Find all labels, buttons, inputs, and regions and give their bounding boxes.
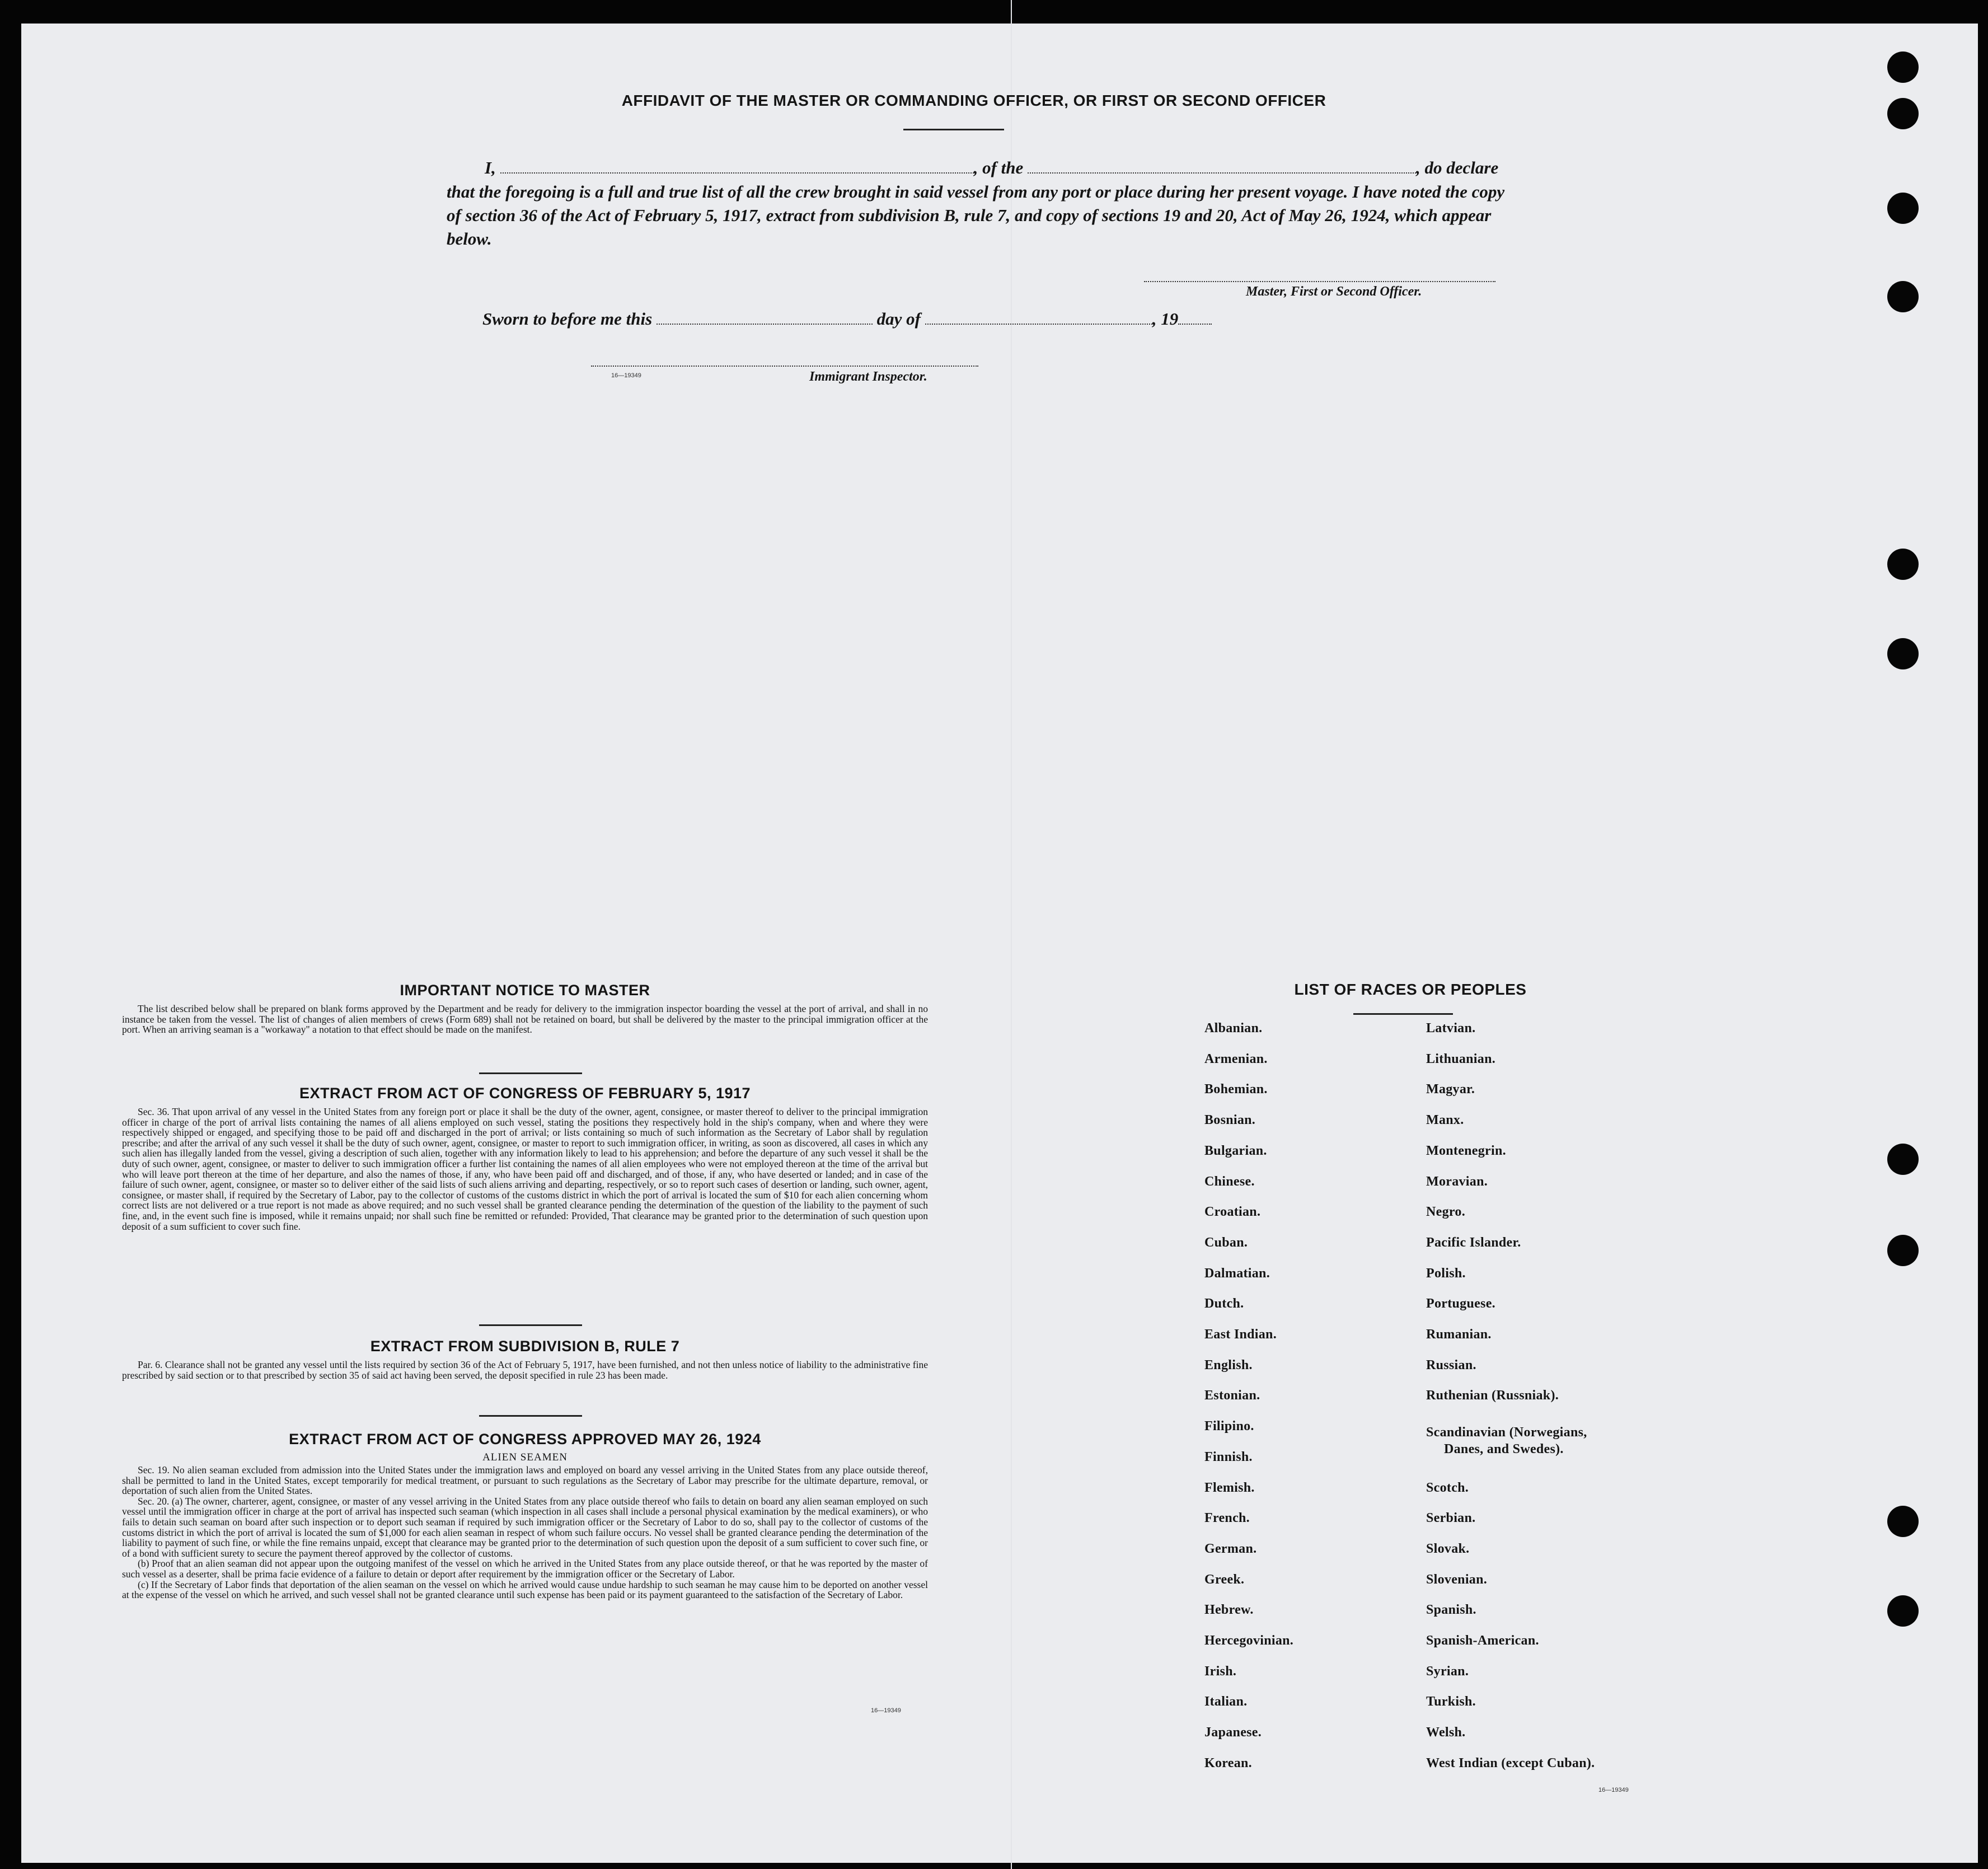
punch-hole (1887, 1144, 1919, 1175)
form-number: 16—19349 (1598, 1787, 1629, 1793)
race-item: Turkish. (1426, 1694, 1476, 1709)
sec20c-body: (c) If the Secretary of Labor finds that deportation of the alien seaman on the vessel on which he arrived would cause undue hardship to such seaman he may cause him to be deported on another vessel at the expense of the vessel on which he arrived, and such vessel shall not be granted clearance until such expense has been paid or its payment guaranteed to the satisfaction of the Secretary of Labor. (122, 1578, 928, 1601)
race-item: Albanian. (1204, 1021, 1263, 1036)
race-item: East Indian. (1204, 1327, 1277, 1342)
race-item: Pacific Islander. (1426, 1235, 1521, 1250)
month-blank[interactable] (925, 311, 1152, 325)
race-item: Chinese. (1204, 1174, 1255, 1189)
race-item: Filipino. (1204, 1419, 1254, 1434)
race-item: Italian. (1204, 1694, 1248, 1709)
sworn-line (482, 309, 1212, 329)
day-of-text: day of (876, 309, 921, 329)
race-item: Bosnian. (1204, 1113, 1256, 1127)
affidavit-paragraph: that the foregoing is a full and true list of all the crew brought in said vessel from any port or place during her present voyage. I have noted the copy of section 36 of the Act of February 5, 1917, extract from subdivision B, rule 7, and copy of sections 19 and 20, Act of May 26, 1924, which appear below. (447, 182, 1505, 249)
name-blank[interactable] (500, 160, 974, 174)
race-item: Ruthenian (Russniak). (1426, 1388, 1559, 1403)
races-title: LIST OF RACES OR PEOPLES (1294, 981, 1527, 998)
race-item: Montenegrin. (1426, 1144, 1506, 1158)
subdivision-b-section (122, 1338, 928, 1380)
race-item: Hercegovinian. (1204, 1633, 1294, 1648)
extract-1917-body: Sec. 36. That upon arrival of any vessel in the United States from any foreign port or place it shall be the duty of the owner, agent, consignee, or master thereof to deliver to the principal immigration officer in charge of the port of arrival lists containing the names of all aliens employed on such vessel, stating the positions they respectively hold in the ship's company, when and where they were respectively shipped or engaged, and specifying those to be paid off and discharged in the port of arrival; or lists containing so much of such information as the Secretary of Labor shall by regulation prescribe; and after the arrival of any such vessel it shall be the duty of such owner, agent, consignee, or master to report to such immigration officer, in writing, as soon as discovered, all cases in which any such alien has illegally landed from the vessel, giving a description of such alien, together with any information likely to lead to his apprehension; and before the departure of any such vessel it shall be the duty of such owner, agent, consignee, or master to deliver to such immigration officer a further list containing the names of all alien employees who were not employed thereon at the time of the arrival but who will leave port thereon at the time of her departure, and also the names of those, if any, who have been paid off and discharged, and of those, if any, who have deserted or landed; and in case of the failure of such owner, agent, consignee, or master so to deliver either of the said lists of such aliens arriving and departing, respectively, or so to report such cases of desertion or landing, such owner, agent, consignee, or master shall, if required by the Secretary of Labor, pay to the collector of customs of the customs district in which the port of arrival is located the sum of $10 for each alien concerning whom correct lists are not delivered or a true report is not made as above required; and no such vessel shall be granted clearance pending the determination of the question of the liability to the payment of such fine, and, in the event such fine is imposed, while it remains unpaid; nor shall such fine be remitted or refunded: Provided, That clearance may be granted prior to the determination of such question upon deposit of a sum sufficient to cover such fine. (122, 1106, 928, 1232)
race-item: Slovenian. (1426, 1572, 1488, 1587)
race-item: Spanish-American. (1426, 1633, 1539, 1648)
race-item: Serbian. (1426, 1511, 1476, 1525)
race-item: West Indian (except Cuban). (1426, 1756, 1595, 1770)
race-item: Cuban. (1204, 1235, 1248, 1250)
punch-hole (1887, 1595, 1919, 1627)
extract-1917-title: EXTRACT FROM ACT OF CONGRESS OF FEBRUARY 5, 1917 (299, 1085, 751, 1102)
affidavit-i: I, (485, 158, 496, 177)
sworn-text: Sworn to before me this (482, 309, 653, 329)
punch-hole (1887, 1235, 1919, 1266)
punch-hole (1887, 193, 1919, 224)
affidavit-of-the: , of the (973, 158, 1024, 177)
race-item: Welsh. (1426, 1725, 1466, 1740)
signature-label: Master, First or Second Officer. (1246, 284, 1422, 299)
sec20b-body: (b) Proof that an alien seaman did not appear upon the outgoing manifest of the vessel on which he arrived in the United States from any place outside thereof, or that he was reported by the master of such vessel as a deserter, shall be prima facie evidence of a failure to detain or deport after requirement by the immigration officer or the Secretary of Labor. (122, 1558, 928, 1580)
race-item: Dalmatian. (1204, 1266, 1270, 1281)
race-item: Estonian. (1204, 1388, 1260, 1403)
fold-line (1011, 0, 1012, 1869)
extract-1917-section (122, 1085, 928, 1231)
race-item: Syrian. (1426, 1664, 1469, 1679)
race-item: Bulgarian. (1204, 1144, 1267, 1158)
sec20a-body: Sec. 20. (a) The owner, charterer, agent, consignee, or master of any vessel arriving in the United States from any place outside thereof who fails to detain on board any alien seaman employed on such vessel until the immigration officer in charge at the port of arrival has inspected such seaman (which inspection in all cases shall include a personal physical examination by the medical examiners), or who fails to detain such seaman on board after such inspection or to deport such seaman if required by such immigration officer or the Secretary of Labor to do so, shall pay to the collector of customs of the customs district in which the port of arrival is located the sum of $1,000 for each alien seaman in respect of whom such failure occurs. No vessel shall be granted clearance pending the determination of the liability to payment of such fine, or while the fine remains unpaid, except that clearance may be granted prior to the determination of such question upon the deposit of a sum sufficient to cover such fine, or of a bond with sufficient surety to secure the payment thereof approved by the collector of customs. (122, 1495, 928, 1559)
vessel-blank[interactable] (1028, 160, 1416, 174)
section-rule (479, 1072, 582, 1074)
sec19-body: Sec. 19. No alien seaman excluded from admission into the United States under the immigration laws and employed on board any vessel arriving in the United States from any place outside thereof, shall be permitted to land in the United States, except temporarily for medical treatment, or pursuant to such regulations as the Secretary of Labor may prescribe for the ultimate departure, removal, or deportation of such alien from the United States. (122, 1464, 928, 1497)
race-item: Rumanian. (1426, 1327, 1492, 1342)
race-item: Spanish. (1426, 1603, 1476, 1617)
alien-seamen-subtitle: ALIEN SEAMEN (482, 1451, 568, 1463)
subdivision-b-title: EXTRACT FROM SUBDIVISION B, RULE 7 (370, 1338, 680, 1355)
important-notice-section (122, 982, 928, 1035)
section-rule (479, 1415, 582, 1417)
race-item: Dutch. (1204, 1296, 1244, 1311)
race-item: German. (1204, 1542, 1257, 1556)
race-item: Danes, and Swedes). (1444, 1442, 1564, 1456)
race-item: Flemish. (1204, 1481, 1255, 1495)
inspector-signature-line[interactable] (591, 366, 978, 367)
affidavit-declare: , do declare (1416, 158, 1499, 177)
section-rule (479, 1324, 582, 1326)
race-item: Japanese. (1204, 1725, 1262, 1740)
affidavit-declaration-line (485, 158, 1498, 178)
subdivision-b-body: Par. 6. Clearance shall not be granted any vessel until the lists required by section 36 of the Act of February 5, 1917, have been furnished, and not then unless notice of liability to the administrative fine prescribed by said section or to that prescribed by section 35 of said act having been served, the deposit specified in rule 23 has been made. (122, 1359, 928, 1381)
punch-hole (1887, 281, 1919, 312)
race-item: Russian. (1426, 1358, 1476, 1373)
race-item: Magyar. (1426, 1082, 1475, 1097)
race-item: Lithuanian. (1426, 1052, 1496, 1066)
race-item: Latvian. (1426, 1021, 1476, 1036)
extract-1924-title: EXTRACT FROM ACT OF CONGRESS APPROVED MAY 26, 1924 (289, 1431, 761, 1448)
race-item: Bohemian. (1204, 1082, 1268, 1097)
race-item: Manx. (1426, 1113, 1464, 1127)
race-item: French. (1204, 1511, 1250, 1525)
notice-body: The list described below shall be prepared on blank forms approved by the Department and be ready for delivery to the immigration inspector boarding the vessel at the port of arrival, and shall in no instance be taken from the vessel. The list of changes of alien members of crews (Form 689) shall not be retained on board, but shall be delivered by the master to the principal immigration officer at the port. When an arriving seaman is a "workaway" a notation to that effect should be made on the manifest. (122, 1003, 928, 1036)
race-item: English. (1204, 1358, 1253, 1373)
notice-title: IMPORTANT NOTICE TO MASTER (400, 982, 650, 999)
race-item: Irish. (1204, 1664, 1237, 1679)
inspector-label: Immigrant Inspector. (809, 369, 927, 384)
race-item: Portuguese. (1426, 1296, 1495, 1311)
extract-1924-section (122, 1431, 928, 1600)
race-item: Croatian. (1204, 1205, 1261, 1219)
punch-hole (1887, 549, 1919, 580)
day-blank[interactable] (657, 311, 873, 325)
races-title-rule (1353, 1013, 1453, 1015)
race-item: Moravian. (1426, 1174, 1488, 1189)
signature-line[interactable] (1144, 281, 1495, 282)
race-item: Scandinavian (Norwegians, (1426, 1425, 1587, 1440)
punch-hole (1887, 638, 1919, 669)
race-item: Armenian. (1204, 1052, 1268, 1066)
punch-hole (1887, 98, 1919, 129)
race-item: Negro. (1426, 1205, 1466, 1219)
race-item: Korean. (1204, 1756, 1252, 1770)
race-item: Scotch. (1426, 1481, 1469, 1495)
punch-hole (1887, 51, 1919, 83)
race-item: Greek. (1204, 1572, 1245, 1587)
race-item: Slovak. (1426, 1542, 1470, 1556)
title-rule (903, 129, 1004, 130)
race-item: Hebrew. (1204, 1603, 1254, 1617)
race-item: Polish. (1426, 1266, 1466, 1281)
form-number: 16—19349 (611, 372, 641, 379)
year-blank[interactable] (1178, 311, 1212, 325)
form-number: 16—19349 (871, 1707, 901, 1714)
race-item: Finnish. (1204, 1450, 1253, 1464)
affidavit-title: AFFIDAVIT OF THE MASTER OR COMMANDING OFFICER, OR FIRST OR SECOND OFFICER (621, 92, 1326, 109)
punch-hole (1887, 1506, 1919, 1537)
year-prefix: , 19 (1152, 309, 1179, 329)
